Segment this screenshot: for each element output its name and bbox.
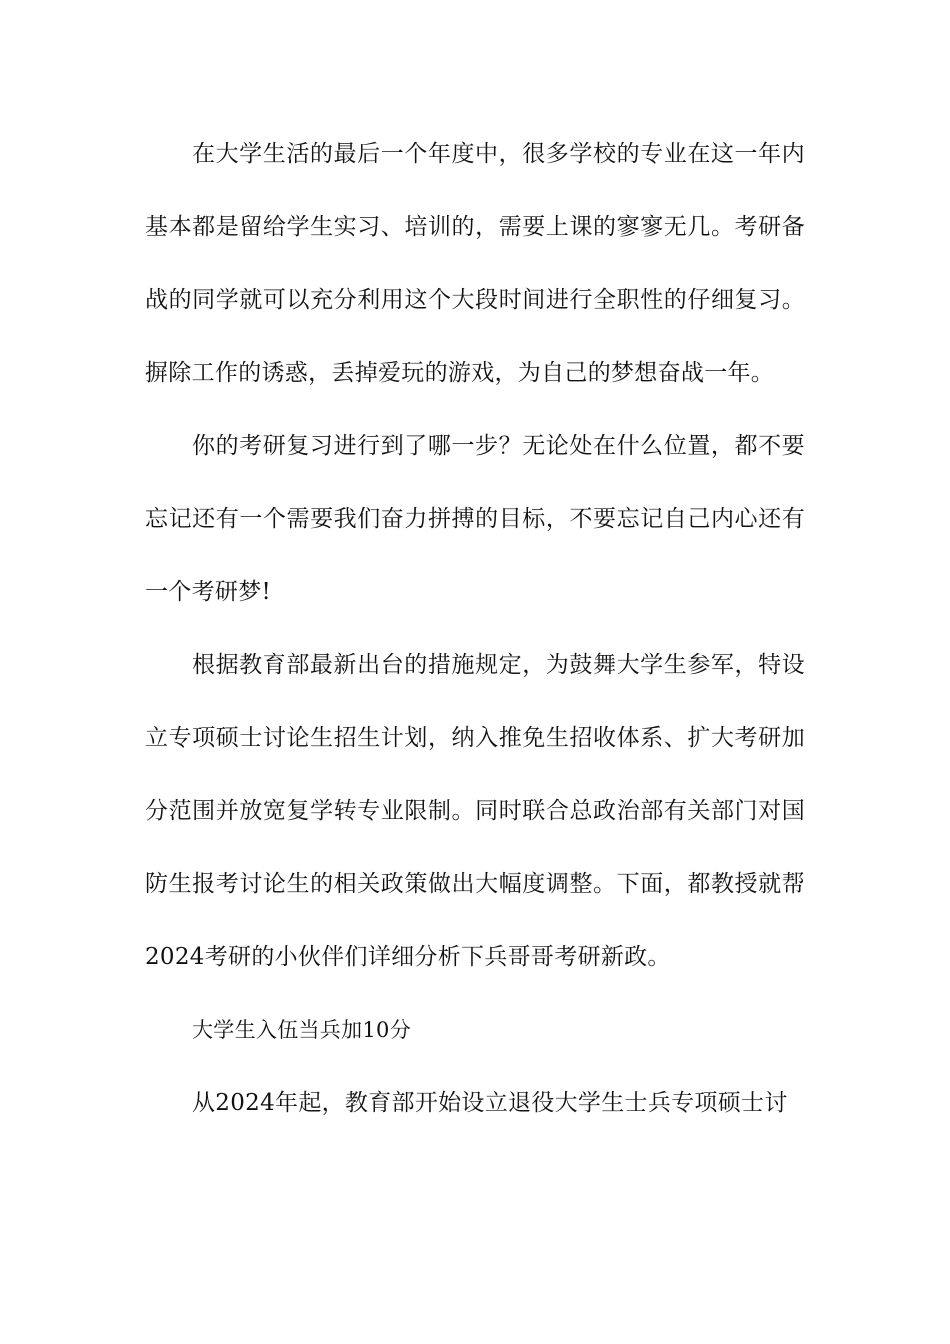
section-heading: 大学生入伍当兵加10分 xyxy=(192,1018,412,1042)
document-body xyxy=(145,118,805,1140)
paragraph-policy: 根据教育部最新出台的措施规定，为鼓舞大学生参军，特设立专项硕士讨论生招生计划，纳入推免生招收体系、扩大考研加分范围并放宽复学转专业限制。同时联合总政治部有关部门对国防生报考讨论生的相关政策做出大幅度调整。下面，都教授就帮2024考研的小伙伴们详细分析下兵哥哥考研新政。 xyxy=(145,652,805,970)
paragraph-intro: 在大学生活的最后一个年度中，很多学校的专业在这一年内基本都是留给学生实习、培训的，需要上课的寥寥无几。考研备战的同学就可以充分利用这个大段时间进行全职性的仔细复习。摒除工作的诱惑，丢掉爱玩的游戏，为自己的梦想奋战一年。 xyxy=(145,141,805,386)
paragraph-special-program: 从2024年起，教育部开始设立退役大学生士兵专项硕士讨 xyxy=(192,1090,788,1116)
paragraph-question: 你的考研复习进行到了哪一步？无论处在什么位置，都不要忘记还有一个需要我们奋力拼搏的目标，不要忘记自己内心还有一个考研梦! xyxy=(145,433,805,605)
